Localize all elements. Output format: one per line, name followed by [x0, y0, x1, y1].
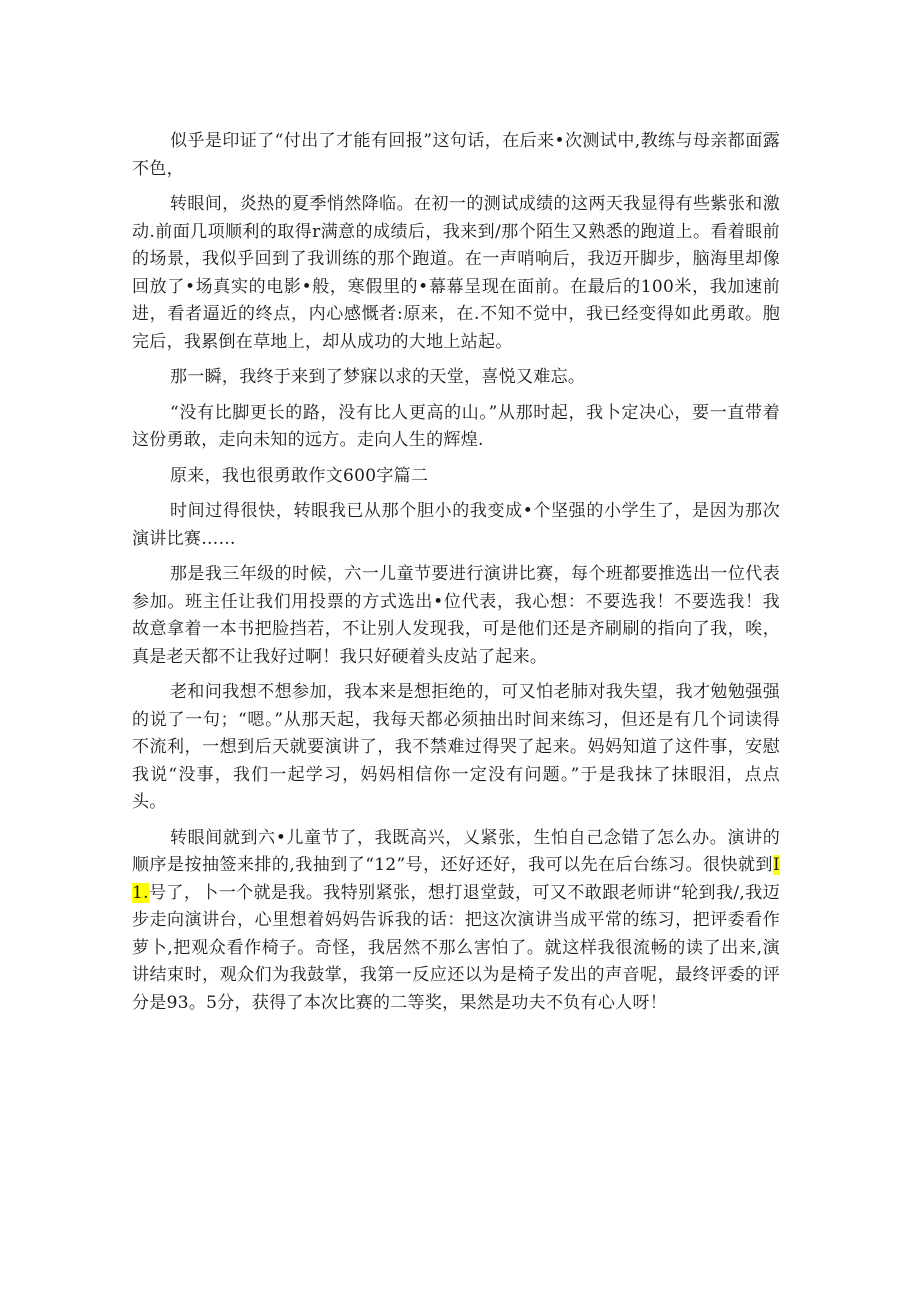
highlighted-text: I1. [132, 855, 780, 903]
paragraph-4: “没有比脚更长的路，没有比人更高的山。”从那时起，我卜定决心，要一直带着这份勇敢，走向未知的远方。走向人生的辉煌. [132, 402, 780, 450]
paragraph-8-part-2: 号了，卜一个就是我。我特别紧张，想打退堂鼓，可又不敢跟老师讲“轮到我/,我迈步走向演讲台，心里想着妈妈告诉我的话：把这次演讲当成平常的练习，把评委看作萝卜,把观众看作椅子。奇怪，我居然不那么害怕了。就这样我很流畅的读了出来,演讲结束时，观众们为我鼓掌，我第一反应还以为是椅子发出的声音呢，最终评委的评分是93。5分，获得了本次比赛的二等奖，果然是功夫不负有心人呀！ [132, 882, 780, 1013]
section-heading: 原来，我也很勇敢作文600字篇二 [170, 465, 429, 486]
paragraph-6: 那是我三年级的时候，六一儿童节要进行演讲比赛，每个班都要推选出一位代表参加。班主任让我们用投票的方式选出•位代表，我心想：不要选我！不要选我！我故意拿着一本书把脸挡若，不让别人发现我，可是他们还是齐刷刷的指向了我，唉，真是老天都不让我好过啊！我只好硬着头皮站了起来。 [132, 564, 780, 667]
paragraph-8 [132, 825, 780, 1018]
paragraph-2: 转眼间，炎热的夏季悄然降临。在初一的测试成绩的这两天我显得有些紫张和激动.前面几项顺利的取得r满意的成绩后，我来到/那个陌生又熟悉的跑道上。看着眼前的场景，我似乎回到了我训练的那个跑道。在一声哨响后，我迈开脚步，脑海里却像回放了•场真实的电影•般，寒假里的•幕幕呈现在面前。在最后的100米，我加速前进，看者逼近的终点，内心感慨者:原来，在.不知不觉中，我已经变得如此勇敢。胞完后，我累倒在草地上，却从成功的大地上站起。 [132, 194, 780, 352]
paragraph-7: 老和问我想不想参加，我本来是想拒绝的，可又怕老肺对我失望，我才勉勉强强的说了一句；“嗯。”从那天起，我每天都必须抽出时间来练习，但还是有几个词读得不流利，一想到后天就要演讲了，我不禁难过得哭了起来。妈妈知道了这件事，安慰我说“没事，我们一起学习，妈妈相信你一定没有问题。”于是我抹了抹眼泪，点点头。 [132, 682, 780, 812]
paragraph-3: 那一瞬，我终于来到了梦寐以求的天堂，喜悦又难忘。 [170, 367, 586, 387]
paragraph-8-part-1: 转眼间就到六•儿童节了，我既高兴，乂紧张，生怕自己念错了怎么办。演讲的顺序是按抽签来排的,我抽到了“12”号，还好还好，我可以先在后台练习。很快就到 [132, 827, 780, 875]
paragraph-1: 似乎是印证了“付出了才能有回报”这句话，在后来•次测试中,教练与母亲都面露不色， [132, 131, 780, 179]
paragraph-5: 时间过得很快，转眼我已从那个胆小的我变成•个坚强的小学生了，是因为那次演讲比赛…… [132, 501, 780, 549]
